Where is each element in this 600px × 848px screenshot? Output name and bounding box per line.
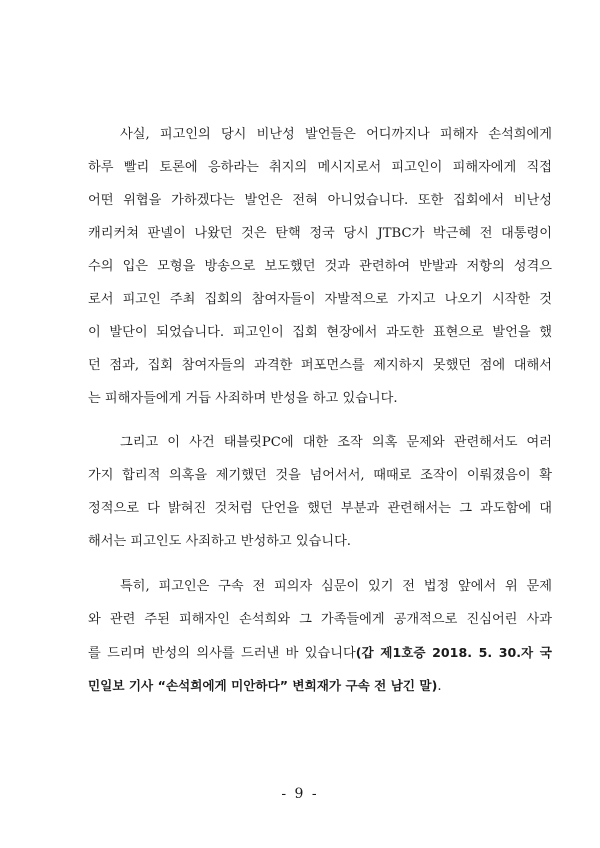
paragraph-apology-statements [88,118,552,415]
text-line: 캐리커쳐 판넬이 나왔던 것은 탄핵 정국 당시 JTBC가 박근혜 전 대통령이 [88,226,552,241]
text-line: 로서 피고인 주최 집회의 참여자들이 자발적으로 가지고 나오기 시작한 것 [88,292,552,307]
text-line: 해서는 피고인도 사죄하고 반성하고 있습니다. [88,534,352,549]
text-line: 와 관련 주된 피해자인 손석희와 그 가족들에게 공개적으로 진심어린 사과 [88,612,552,627]
text-line: 가지 합리적 의혹을 제기했던 것을 넘어서서, 때때로 조작이 이뤄졌음이 확 [88,468,552,483]
text-line: 던 점과, 집회 참여자들의 과격한 퍼포먼스를 제지하지 못했던 점에 대해서 [88,358,552,373]
citation-bold-start: (갑 제1호증 2018. 5. 30.자 국 [355,645,552,660]
text-segment: 를 드리며 반성의 의사를 드러낸 바 있습니다 [88,646,356,661]
text-line: 수의 입은 모형을 방송으로 보도했던 것과 관련하여 반발과 저항의 성격으 [88,259,552,274]
text-line: 어떤 위협을 가하겠다는 발언은 전혀 아니었습니다. 또한 집회에서 비난성 [88,193,552,208]
text-line: 특히, 피고인은 구속 전 피의자 심문이 있기 전 법정 앞에서 위 문제 [120,579,552,594]
page-number: - 9 - [281,786,319,802]
text-line: 는 피해자들에게 거듭 사죄하며 반성을 하고 있습니다. [88,391,398,406]
text-line: 사실, 피고인의 당시 비난성 발언들은 어디까지나 피해자 손석희에게 [120,127,552,142]
paragraph-tablet-pc [88,426,552,558]
text-line: 정적으로 다 밝혀진 것처럼 단언을 했던 부분과 관련해서는 그 과도함에 대 [88,501,552,516]
text-line: 하루 빨리 토론에 응하라는 취지의 메시지로서 피고인이 피해자에게 직접 [88,160,552,175]
period: . [437,679,442,694]
paragraph-public-apology [88,570,552,702]
text-line: 이 발단이 되었습니다. 피고인이 집회 현장에서 과도한 표현으로 발언을 했 [88,325,552,340]
text-line: 그리고 이 사건 태블릿PC에 대한 조작 의혹 문제와 관련해서도 여러 [120,435,552,450]
text-line-citation [88,669,552,702]
text-line-with-citation [88,636,552,669]
citation-bold-end: 민일보 기사 “손석희에게 미안하다” 변희재가 구속 전 남긴 말) [88,678,438,693]
